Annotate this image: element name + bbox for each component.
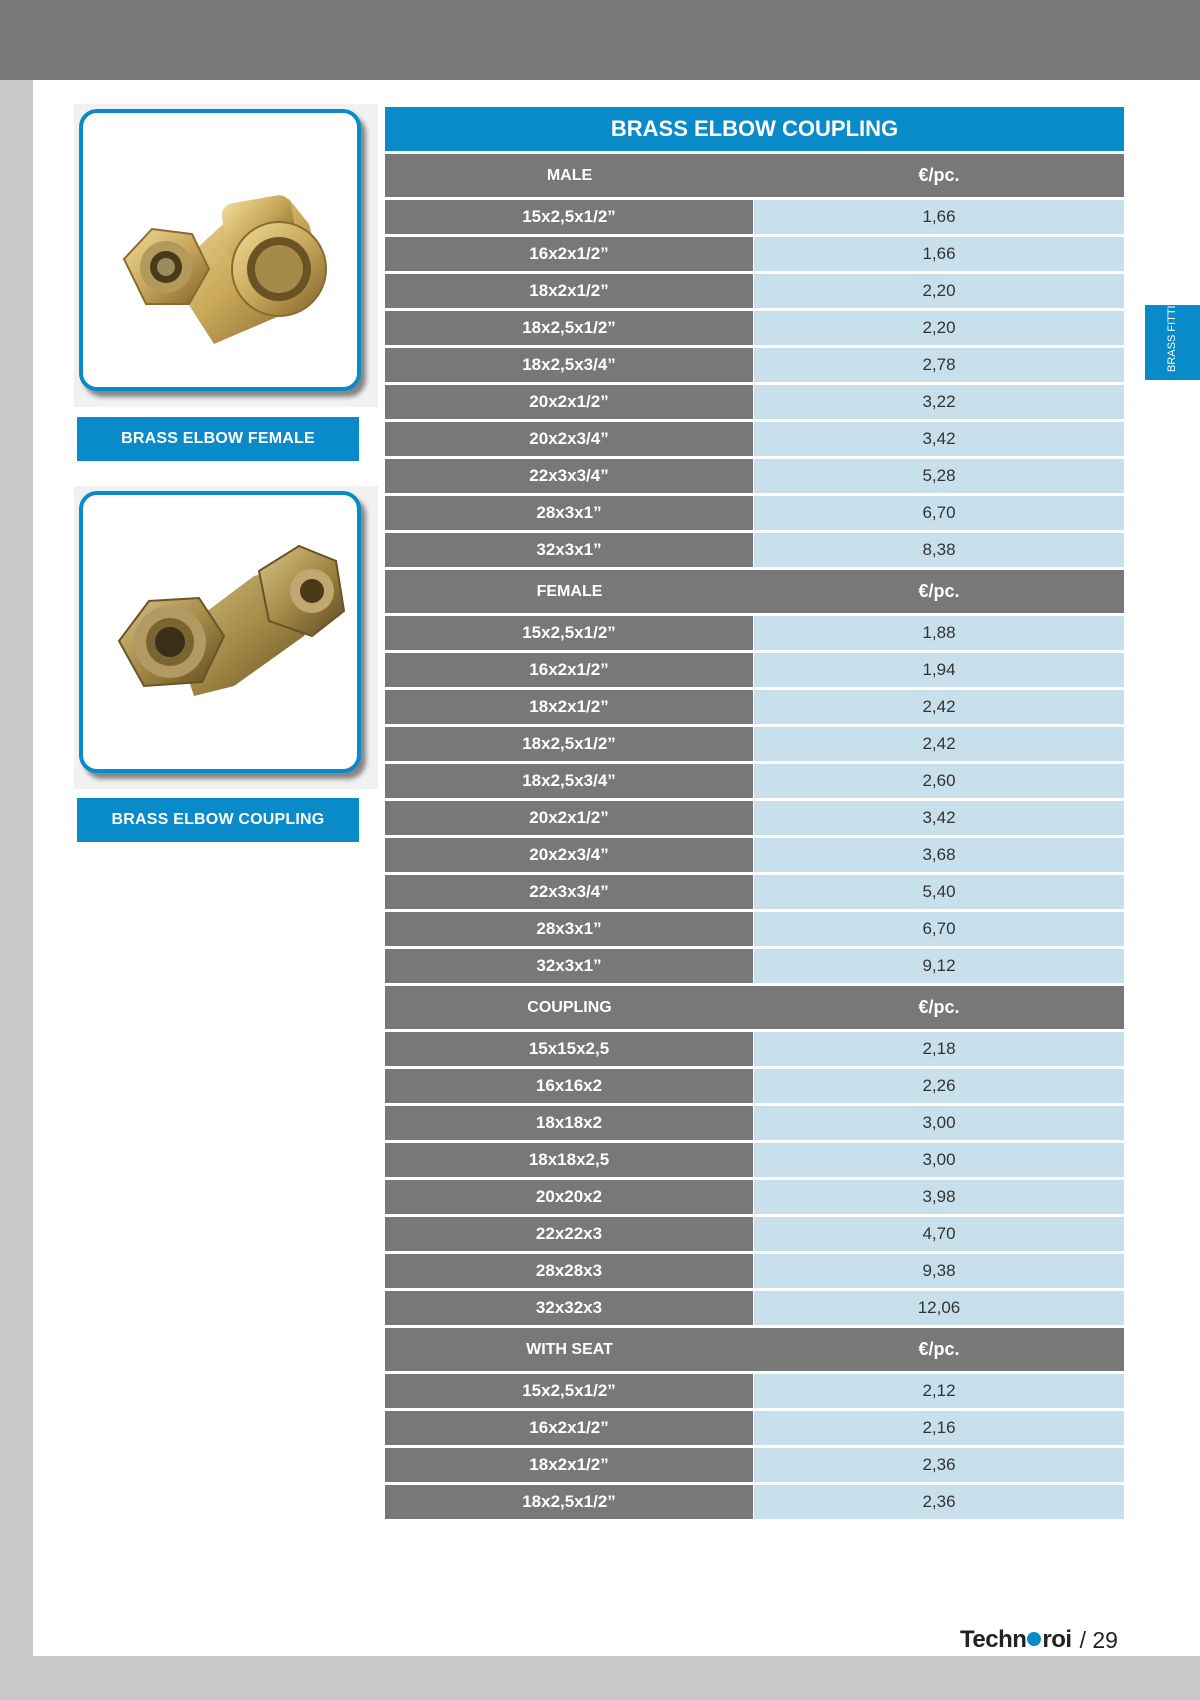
table-row xyxy=(385,653,1124,687)
price-cell: 2,18 xyxy=(754,1032,1124,1066)
price-cell: 2,20 xyxy=(754,274,1124,308)
size-cell: 32x32x3 xyxy=(385,1291,753,1325)
size-cell: 28x3x1” xyxy=(385,496,753,530)
section-header-with-seat xyxy=(385,1328,1124,1371)
table-row xyxy=(385,533,1124,567)
table-row xyxy=(385,1069,1124,1103)
size-cell: 16x2x1/2” xyxy=(385,237,753,271)
section-label: COUPLING xyxy=(527,998,612,1016)
size-cell: 28x28x3 xyxy=(385,1254,753,1288)
table-row xyxy=(385,1106,1124,1140)
side-tab-brass-fittings[interactable] xyxy=(1145,281,1200,380)
size-cell: 16x2x1/2” xyxy=(385,653,753,687)
size-cell: 15x15x2,5 xyxy=(385,1032,753,1066)
table-row xyxy=(385,422,1124,456)
price-cell: 8,38 xyxy=(754,533,1124,567)
table-row xyxy=(385,1180,1124,1214)
section-label: FEMALE xyxy=(536,582,603,600)
size-cell: 18x18x2 xyxy=(385,1106,753,1140)
price-cell: 2,16 xyxy=(754,1411,1124,1445)
price-cell: 3,00 xyxy=(754,1143,1124,1177)
table-row xyxy=(385,690,1124,724)
price-cell: 6,70 xyxy=(754,496,1124,530)
price-cell: 9,38 xyxy=(754,1254,1124,1288)
price-cell: 3,42 xyxy=(754,422,1124,456)
table-row xyxy=(385,385,1124,419)
size-cell: 20x2x3/4” xyxy=(385,422,753,456)
size-cell: 15x2,5x1/2” xyxy=(385,616,753,650)
section-header-male xyxy=(385,154,1124,197)
brand-dot-icon xyxy=(1027,1632,1041,1646)
price-cell: 3,00 xyxy=(754,1106,1124,1140)
size-cell: 20x2x1/2” xyxy=(385,385,753,419)
product-image-brass-elbow-female xyxy=(74,104,378,407)
price-cell: 2,12 xyxy=(754,1374,1124,1408)
price-cell: 2,60 xyxy=(754,764,1124,798)
table-row xyxy=(385,764,1124,798)
size-cell: 18x2,5x3/4” xyxy=(385,764,753,798)
price-cell: 5,28 xyxy=(754,459,1124,493)
size-cell: 18x2,5x1/2” xyxy=(385,1485,753,1519)
price-cell: 12,06 xyxy=(754,1291,1124,1325)
page-number: / 29 xyxy=(1079,1626,1118,1653)
brand-logo: Techn roi xyxy=(960,1626,1072,1653)
table-row xyxy=(385,1254,1124,1288)
table-row xyxy=(385,949,1124,983)
price-cell: 2,42 xyxy=(754,690,1124,724)
price-cell: 3,68 xyxy=(754,838,1124,872)
size-cell: 28x3x1” xyxy=(385,912,753,946)
table-row xyxy=(385,459,1124,493)
product-caption-brass-elbow-female: BRASS ELBOW FEMALE xyxy=(77,417,359,461)
section-unit: €/pc. xyxy=(918,1339,960,1359)
product-caption-brass-elbow-coupling: BRASS ELBOW COUPLING xyxy=(77,798,359,842)
table-row xyxy=(385,1448,1124,1482)
size-cell: 18x2,5x1/2” xyxy=(385,727,753,761)
table-row xyxy=(385,348,1124,382)
size-cell: 16x16x2 xyxy=(385,1069,753,1103)
size-cell: 22x3x3/4” xyxy=(385,459,753,493)
price-cell: 1,88 xyxy=(754,616,1124,650)
size-cell: 15x2,5x1/2” xyxy=(385,200,753,234)
table-row xyxy=(385,1411,1124,1445)
table-row xyxy=(385,1032,1124,1066)
table-row xyxy=(385,200,1124,234)
section-header-coupling xyxy=(385,986,1124,1029)
size-cell: 18x2x1/2” xyxy=(385,690,753,724)
price-cell: 9,12 xyxy=(754,949,1124,983)
section-header-female xyxy=(385,570,1124,613)
table-row xyxy=(385,1291,1124,1325)
size-cell: 16x2x1/2” xyxy=(385,1411,753,1445)
side-tab-label: BRASS FITTINGS xyxy=(1166,281,1178,372)
table-row xyxy=(385,616,1124,650)
price-cell: 6,70 xyxy=(754,912,1124,946)
product-image-brass-elbow-coupling xyxy=(74,486,378,789)
table-row xyxy=(385,727,1124,761)
section-label: MALE xyxy=(546,166,593,184)
table-title: BRASS ELBOW COUPLING xyxy=(385,107,1124,151)
price-cell: 2,36 xyxy=(754,1485,1124,1519)
brass-elbow-female-photo xyxy=(74,104,378,407)
brass-elbow-coupling-photo xyxy=(74,486,378,789)
price-cell: 1,66 xyxy=(754,200,1124,234)
price-cell: 3,42 xyxy=(754,801,1124,835)
size-cell: 18x2x1/2” xyxy=(385,274,753,308)
price-cell: 2,36 xyxy=(754,1448,1124,1482)
price-cell: 4,70 xyxy=(754,1217,1124,1251)
table-row xyxy=(385,838,1124,872)
table-row xyxy=(385,496,1124,530)
table-row xyxy=(385,875,1124,909)
top-bar xyxy=(0,0,1200,80)
size-cell: 22x3x3/4” xyxy=(385,875,753,909)
size-cell: 18x2,5x1/2” xyxy=(385,311,753,345)
size-cell: 20x2x1/2” xyxy=(385,801,753,835)
price-cell: 2,20 xyxy=(754,311,1124,345)
table-row xyxy=(385,1485,1124,1519)
size-cell: 32x3x1” xyxy=(385,533,753,567)
section-unit: €/pc. xyxy=(918,997,960,1017)
table-row xyxy=(385,912,1124,946)
size-cell: 18x2x1/2” xyxy=(385,1448,753,1482)
price-cell: 5,40 xyxy=(754,875,1124,909)
table-row xyxy=(385,274,1124,308)
size-cell: 15x2,5x1/2” xyxy=(385,1374,753,1408)
table-row xyxy=(385,801,1124,835)
section-unit: €/pc. xyxy=(918,165,960,185)
table-row xyxy=(385,1217,1124,1251)
section-unit: €/pc. xyxy=(918,581,960,601)
size-cell: 20x2x3/4” xyxy=(385,838,753,872)
price-table xyxy=(385,107,1124,1522)
table-row xyxy=(385,1143,1124,1177)
price-cell: 1,66 xyxy=(754,237,1124,271)
size-cell: 18x2,5x3/4” xyxy=(385,348,753,382)
size-cell: 22x22x3 xyxy=(385,1217,753,1251)
price-cell: 2,26 xyxy=(754,1069,1124,1103)
price-cell: 2,78 xyxy=(754,348,1124,382)
size-cell: 18x18x2,5 xyxy=(385,1143,753,1177)
section-label: WITH SEAT xyxy=(526,1340,613,1358)
size-cell: 32x3x1” xyxy=(385,949,753,983)
price-cell: 3,98 xyxy=(754,1180,1124,1214)
page-footer xyxy=(960,1625,1118,1655)
size-cell: 20x20x2 xyxy=(385,1180,753,1214)
table-row xyxy=(385,1374,1124,1408)
price-cell: 2,42 xyxy=(754,727,1124,761)
price-cell: 3,22 xyxy=(754,385,1124,419)
table-row xyxy=(385,311,1124,345)
price-cell: 1,94 xyxy=(754,653,1124,687)
table-row xyxy=(385,237,1124,271)
